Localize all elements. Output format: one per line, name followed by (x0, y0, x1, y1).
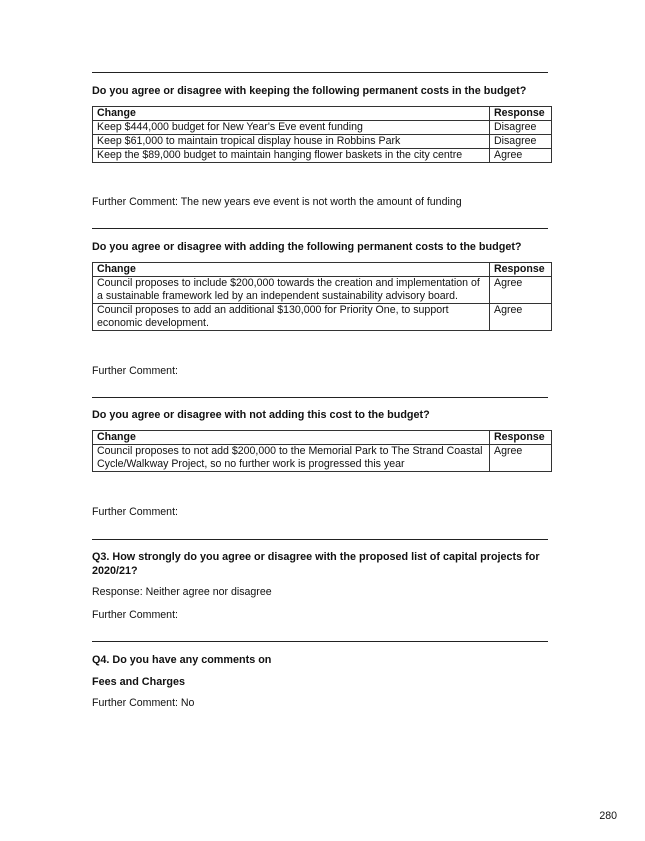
section3-question: Do you agree or disagree with not adding this cost to the budget? (92, 409, 430, 421)
divider (92, 641, 548, 642)
column-header-response: Response (490, 431, 552, 445)
table-row (93, 135, 552, 149)
response-cell: Disagree (490, 121, 552, 135)
column-header-change: Change (93, 431, 490, 445)
section3-table (92, 430, 552, 472)
column-header-change: Change (93, 263, 490, 277)
response-cell: Agree (490, 277, 552, 304)
section3-comment: Further Comment: (92, 506, 178, 518)
q4-subheading: Fees and Charges (92, 676, 186, 688)
table-header-row (93, 107, 552, 121)
response-cell: Disagree (490, 135, 552, 149)
q4-comment: Further Comment: No (92, 697, 195, 709)
section1-question: Do you agree or disagree with keeping the following permanent costs in the budget? (92, 85, 527, 97)
change-cell: Council proposes to include $200,000 towards the creation and implementation of a sustainable framework led by an independent sustainability advisory board. (93, 277, 490, 304)
change-cell: Keep $61,000 to maintain tropical display house in Robbins Park (93, 135, 490, 149)
section2-question: Do you agree or disagree with adding the following permanent costs to the budget? (92, 241, 522, 253)
change-cell: Keep $444,000 budget for New Year's Eve event funding (93, 121, 490, 135)
q3-question: Q3. How strongly do you agree or disagree with the proposed list of capital projects for 2020/21? (92, 551, 540, 577)
change-cell: Council proposes to add an additional $130,000 for Priority One, to support economic development. (93, 304, 490, 331)
table-header-row (93, 263, 552, 277)
divider (92, 539, 548, 540)
change-cell: Council proposes to not add $200,000 to the Memorial Park to The Strand Coastal Cycle/Walkway Project, so no further work is progressed this year (93, 445, 490, 472)
section1-table (92, 106, 552, 163)
q3-comment: Further Comment: (92, 609, 178, 621)
divider (92, 228, 548, 229)
page-number: 280 (599, 810, 617, 822)
table-header-row (93, 431, 552, 445)
change-cell: Keep the $89,000 budget to maintain hanging flower baskets in the city centre (93, 149, 490, 163)
table-row (93, 277, 552, 304)
divider (92, 397, 548, 398)
column-header-change: Change (93, 107, 490, 121)
section2-comment: Further Comment: (92, 365, 178, 377)
section1-comment: Further Comment: The new years eve event is not worth the amount of funding (92, 196, 462, 208)
column-header-response: Response (490, 107, 552, 121)
divider (92, 72, 548, 73)
column-header-response: Response (490, 263, 552, 277)
table-row (93, 304, 552, 331)
response-cell: Agree (490, 445, 552, 472)
q3-response: Response: Neither agree nor disagree (92, 586, 272, 598)
response-cell: Agree (490, 149, 552, 163)
section2-table (92, 262, 552, 331)
table-row (93, 149, 552, 163)
response-cell: Agree (490, 304, 552, 331)
table-row (93, 121, 552, 135)
table-row (93, 445, 552, 472)
q4-question: Q4. Do you have any comments on (92, 654, 272, 666)
